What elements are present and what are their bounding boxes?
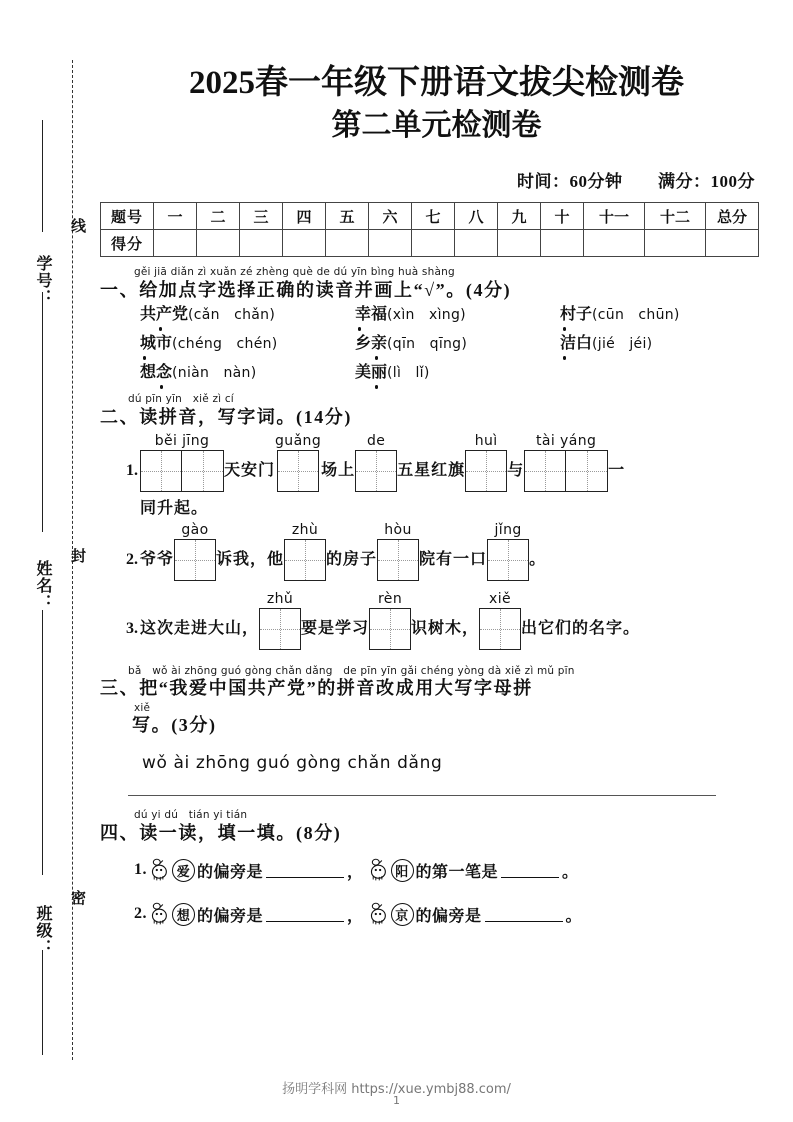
emphasis-dot: [159, 327, 162, 330]
tianzige-cell[interactable]: [487, 539, 529, 581]
pinyin-grid-ren[interactable]: [369, 591, 411, 650]
emphasis-dot: [563, 356, 566, 359]
section-3-given-pinyin: wǒ ài zhōng guó gòng chǎn dǎng: [142, 753, 443, 774]
emphasis-dot: [563, 327, 566, 330]
grid-pinyin: zhù: [291, 521, 319, 538]
question-number: 3.: [126, 619, 138, 637]
tianzige-group[interactable]: [355, 450, 397, 492]
seal-word-seal: 封: [69, 548, 85, 565]
section-3-pinyin-2: xiě: [134, 701, 151, 714]
fill-punct: ，: [347, 907, 364, 925]
grid-pinyin: de: [366, 432, 386, 449]
fill-text: 的偏旁是: [197, 863, 264, 881]
table-row-scores: [101, 230, 759, 257]
pinyin-grid-beijing[interactable]: [140, 433, 224, 492]
tianzige-cell[interactable]: [524, 450, 566, 492]
grid-pinyin: běi jīng: [154, 432, 210, 449]
tianzige-cell[interactable]: [277, 450, 319, 492]
pinyin-grid-taiyang[interactable]: [524, 433, 608, 492]
choice-row: [140, 365, 773, 381]
page-title: 2025春一年级下册语文拔尖检测卷: [189, 65, 684, 101]
question-text: 天安门: [224, 461, 276, 479]
section-4-question-1: [134, 857, 773, 883]
answer-blank[interactable]: [266, 863, 344, 878]
emphasis-dot: [375, 356, 378, 359]
tianzige-group[interactable]: [487, 539, 529, 581]
score-col-9: 九: [498, 203, 541, 230]
answer-blank[interactable]: [501, 863, 559, 878]
choice-pinyin: (niàn nàn): [172, 365, 257, 382]
exam-meta: [100, 167, 773, 192]
score-col-total: 总分: [706, 203, 759, 230]
footer-watermark: 扬明学科网 https://xue.ymbj88.com/: [282, 1082, 511, 1097]
table-row-header: [101, 203, 759, 230]
fill-text: 的第一笔是: [415, 863, 499, 881]
page-number: 1: [393, 1094, 400, 1107]
section-1-choices: [140, 307, 773, 381]
choice-pinyin: (chéng chén): [172, 336, 278, 353]
choice-row: [140, 336, 773, 352]
score-col-2: 二: [197, 203, 240, 230]
section-3-pinyin: bǎ wǒ ài zhōng guó gòng chǎn dǎng de pīn yīn gǎi chéng yòng dà xiě zì mǔ pīn: [128, 664, 575, 677]
seal-solid-line-4: [42, 950, 43, 1055]
choice-row: [140, 307, 773, 323]
emphasis-dot: [160, 385, 163, 388]
question-text: 五星红旗: [397, 461, 466, 479]
circled-char: 阳: [391, 859, 414, 882]
pinyin-grid-hou[interactable]: [377, 522, 419, 581]
section-1-title: 一、给加点字选择正确的读音并画上“√”。(4分): [100, 279, 512, 300]
choice-item-meili[interactable]: [355, 365, 560, 381]
score-cell-12[interactable]: [645, 230, 706, 257]
time-limit: 时间：60分钟: [517, 172, 623, 192]
question-text: 这次走进大山，: [140, 619, 260, 637]
choice-pinyin: (lì lǐ): [387, 365, 430, 382]
emphasis-dot: [375, 385, 378, 388]
tianzige-cell[interactable]: [284, 539, 326, 581]
score-col-4: 四: [283, 203, 326, 230]
question-text: 要是学习: [301, 619, 370, 637]
tianzige-cell[interactable]: [140, 450, 182, 492]
grid-pinyin: huì: [474, 432, 498, 449]
section-1: [100, 267, 773, 301]
pinyin-grid-gao[interactable]: [174, 522, 216, 581]
score-col-12: 十二: [645, 203, 706, 230]
tianzige-cell[interactable]: [377, 539, 419, 581]
choice-word: 城市: [140, 335, 173, 353]
score-cell-5[interactable]: [326, 230, 369, 257]
emphasis-dot: [143, 356, 146, 359]
tianzige-group[interactable]: [524, 450, 608, 492]
fill-text: 的偏旁是: [197, 907, 264, 925]
section-4-pinyin: dú yi dú tián yi tián: [134, 809, 248, 822]
grid-pinyin: hòu: [384, 521, 412, 538]
emphasis-dot: [358, 327, 361, 330]
choice-word: 想念: [140, 364, 173, 382]
section-2-question-1: [126, 433, 773, 492]
grid-pinyin: xiě: [489, 590, 512, 607]
score-cell-11[interactable]: [584, 230, 645, 257]
tianzige-group[interactable]: [174, 539, 216, 581]
score-cell-6[interactable]: [369, 230, 412, 257]
score-cell-7[interactable]: [412, 230, 455, 257]
score-col-6: 六: [369, 203, 412, 230]
choice-word: 美丽: [355, 364, 388, 382]
score-table: [100, 202, 759, 257]
section-4-title: 四、读一读，填一填。(8分): [100, 822, 342, 843]
total-score: 满分：100分: [658, 172, 755, 192]
question-text: 的房子: [326, 550, 378, 568]
pinyin-grid-de[interactable]: [355, 433, 397, 492]
choice-item-cunzi[interactable]: [560, 307, 760, 323]
tianzige-group[interactable]: [369, 608, 411, 650]
exam-sheet: [100, 0, 773, 1122]
grid-pinyin: rèn: [377, 590, 403, 607]
question-number: 2.: [134, 905, 147, 923]
tianzige-group[interactable]: [377, 539, 419, 581]
mouse-mascot-icon: [368, 901, 394, 927]
section-3-answer-line[interactable]: [128, 795, 716, 796]
tianzige-group[interactable]: [284, 539, 326, 581]
question-text: 识树木，: [411, 619, 480, 637]
choice-item-xiangqin[interactable]: [355, 336, 560, 352]
question-text: 出它们的名字。: [521, 619, 641, 637]
question-text: 爷爷: [140, 550, 175, 568]
question-text: 一: [608, 461, 626, 479]
seal-solid-line-1: [42, 120, 43, 232]
score-col-8: 八: [455, 203, 498, 230]
tianzige-cell[interactable]: [174, 539, 216, 581]
seal-solid-line-3: [42, 610, 43, 875]
circled-char: 想: [172, 903, 195, 926]
section-2-title: 二、读拼音，写字词。(14分): [100, 406, 352, 427]
tianzige-group[interactable]: [479, 608, 521, 650]
fill-punct: 。: [562, 863, 579, 881]
tianzige-group[interactable]: [277, 450, 319, 492]
question-text: 院有一口: [419, 550, 488, 568]
grid-pinyin: tài yáng: [536, 432, 597, 449]
choice-item-xiangnian[interactable]: [140, 365, 355, 381]
seal-word-line: 线: [69, 218, 85, 235]
fill-text: 的偏旁是: [415, 907, 482, 925]
class-label: 班级：: [34, 905, 51, 956]
tianzige-cell[interactable]: [355, 450, 397, 492]
grid-pinyin: zhǔ: [266, 590, 294, 607]
section-3-title-2: 写。(3分): [132, 715, 217, 736]
tianzige-cell[interactable]: [259, 608, 301, 650]
circled-char: 京: [391, 903, 414, 926]
choice-item-jiebai[interactable]: [560, 336, 760, 352]
choice-pinyin: (jié jéi): [592, 336, 653, 353]
answer-blank[interactable]: [266, 907, 344, 922]
student-name-label: 姓名：: [34, 560, 51, 611]
choice-pinyin: (qīn qīng): [387, 336, 468, 353]
score-cell-1[interactable]: [154, 230, 197, 257]
section-3-title: 三、把“我爱中国共产党”的拼音改成用大写字母拼: [100, 678, 533, 699]
section-4-question-2: [134, 901, 773, 927]
score-cell-3[interactable]: [240, 230, 283, 257]
section-2-pinyin: dú pīn yīn xiě zì cí: [128, 393, 234, 406]
score-table-row-label-1: 题号: [101, 203, 154, 230]
question-text: 诉我，他: [216, 550, 285, 568]
circled-char: 爱: [172, 859, 195, 882]
question-1-continuation: 同升起。: [140, 499, 209, 517]
score-cell-8[interactable]: [455, 230, 498, 257]
fill-punct: ，: [347, 863, 364, 881]
choice-word: 共产党: [140, 306, 189, 324]
score-col-11: 十一: [584, 203, 645, 230]
mouse-mascot-icon: [368, 857, 394, 883]
tianzige-cell[interactable]: [479, 608, 521, 650]
choice-word: 村子: [560, 306, 593, 324]
score-col-1: 一: [154, 203, 197, 230]
tianzige-group[interactable]: [465, 450, 507, 492]
pinyin-grid-zhu2[interactable]: [259, 591, 301, 650]
pinyin-grid-zhu[interactable]: [284, 522, 326, 581]
choice-pinyin: (cǎn chǎn): [188, 307, 276, 324]
choice-item-chengshi[interactable]: [140, 336, 355, 352]
grid-pinyin: jǐng: [494, 521, 522, 538]
score-col-5: 五: [326, 203, 369, 230]
question-number: 1.: [126, 461, 138, 479]
question-text: 。: [529, 550, 547, 568]
score-cell-2[interactable]: [197, 230, 240, 257]
pinyin-grid-hui[interactable]: [465, 433, 507, 492]
page-subtitle: 第二单元检测卷: [331, 109, 542, 143]
seal-word-secret: 密: [69, 890, 85, 907]
choice-pinyin: (xìn xìng): [387, 307, 466, 324]
seal-solid-line-2: [42, 292, 43, 532]
choice-word: 乡亲: [355, 335, 388, 353]
fill-punct: 。: [565, 907, 583, 925]
section-2: [100, 394, 773, 428]
choice-word: 洁白: [560, 335, 593, 353]
tianzige-group[interactable]: [140, 450, 224, 492]
tianzige-cell[interactable]: [369, 608, 411, 650]
question-number: 1.: [134, 861, 147, 879]
section-3: [100, 666, 773, 737]
answer-blank[interactable]: [485, 907, 563, 922]
score-col-3: 三: [240, 203, 283, 230]
score-table-row-label-2: 得分: [101, 230, 154, 257]
score-cell-10[interactable]: [541, 230, 584, 257]
question-number: 2.: [126, 550, 138, 568]
section-2-question-3: [126, 591, 773, 650]
section-1-pinyin: gěi jiā diǎn zì xuǎn zé zhèng què de dú yīn bìng huà shàng: [134, 266, 455, 279]
seal-strip: [0, 0, 100, 1122]
section-2-question-2: [126, 522, 773, 581]
choice-item-gongchandang[interactable]: [140, 307, 355, 323]
student-id-label: 学号：: [34, 255, 51, 306]
section-4: [100, 810, 773, 844]
choice-pinyin: (cūn chūn): [592, 307, 680, 324]
question-text: 与: [507, 461, 525, 479]
choice-item-xingfu[interactable]: [355, 307, 560, 323]
score-cell-9[interactable]: [498, 230, 541, 257]
pinyin-grid-jing[interactable]: [487, 522, 529, 581]
tianzige-cell[interactable]: [566, 450, 608, 492]
choice-word: 幸福: [355, 306, 388, 324]
score-cell-4[interactable]: [283, 230, 326, 257]
tianzige-group[interactable]: [259, 608, 301, 650]
grid-pinyin: gào: [181, 521, 209, 538]
score-col-10: 十: [541, 203, 584, 230]
tianzige-cell[interactable]: [182, 450, 224, 492]
tianzige-cell[interactable]: [465, 450, 507, 492]
question-text: 场上: [321, 461, 356, 479]
score-cell-total[interactable]: [706, 230, 759, 257]
pinyin-grid-guang[interactable]: [275, 433, 321, 492]
pinyin-grid-xie[interactable]: [479, 591, 521, 650]
grid-pinyin: guǎng: [275, 432, 322, 449]
score-col-7: 七: [412, 203, 455, 230]
